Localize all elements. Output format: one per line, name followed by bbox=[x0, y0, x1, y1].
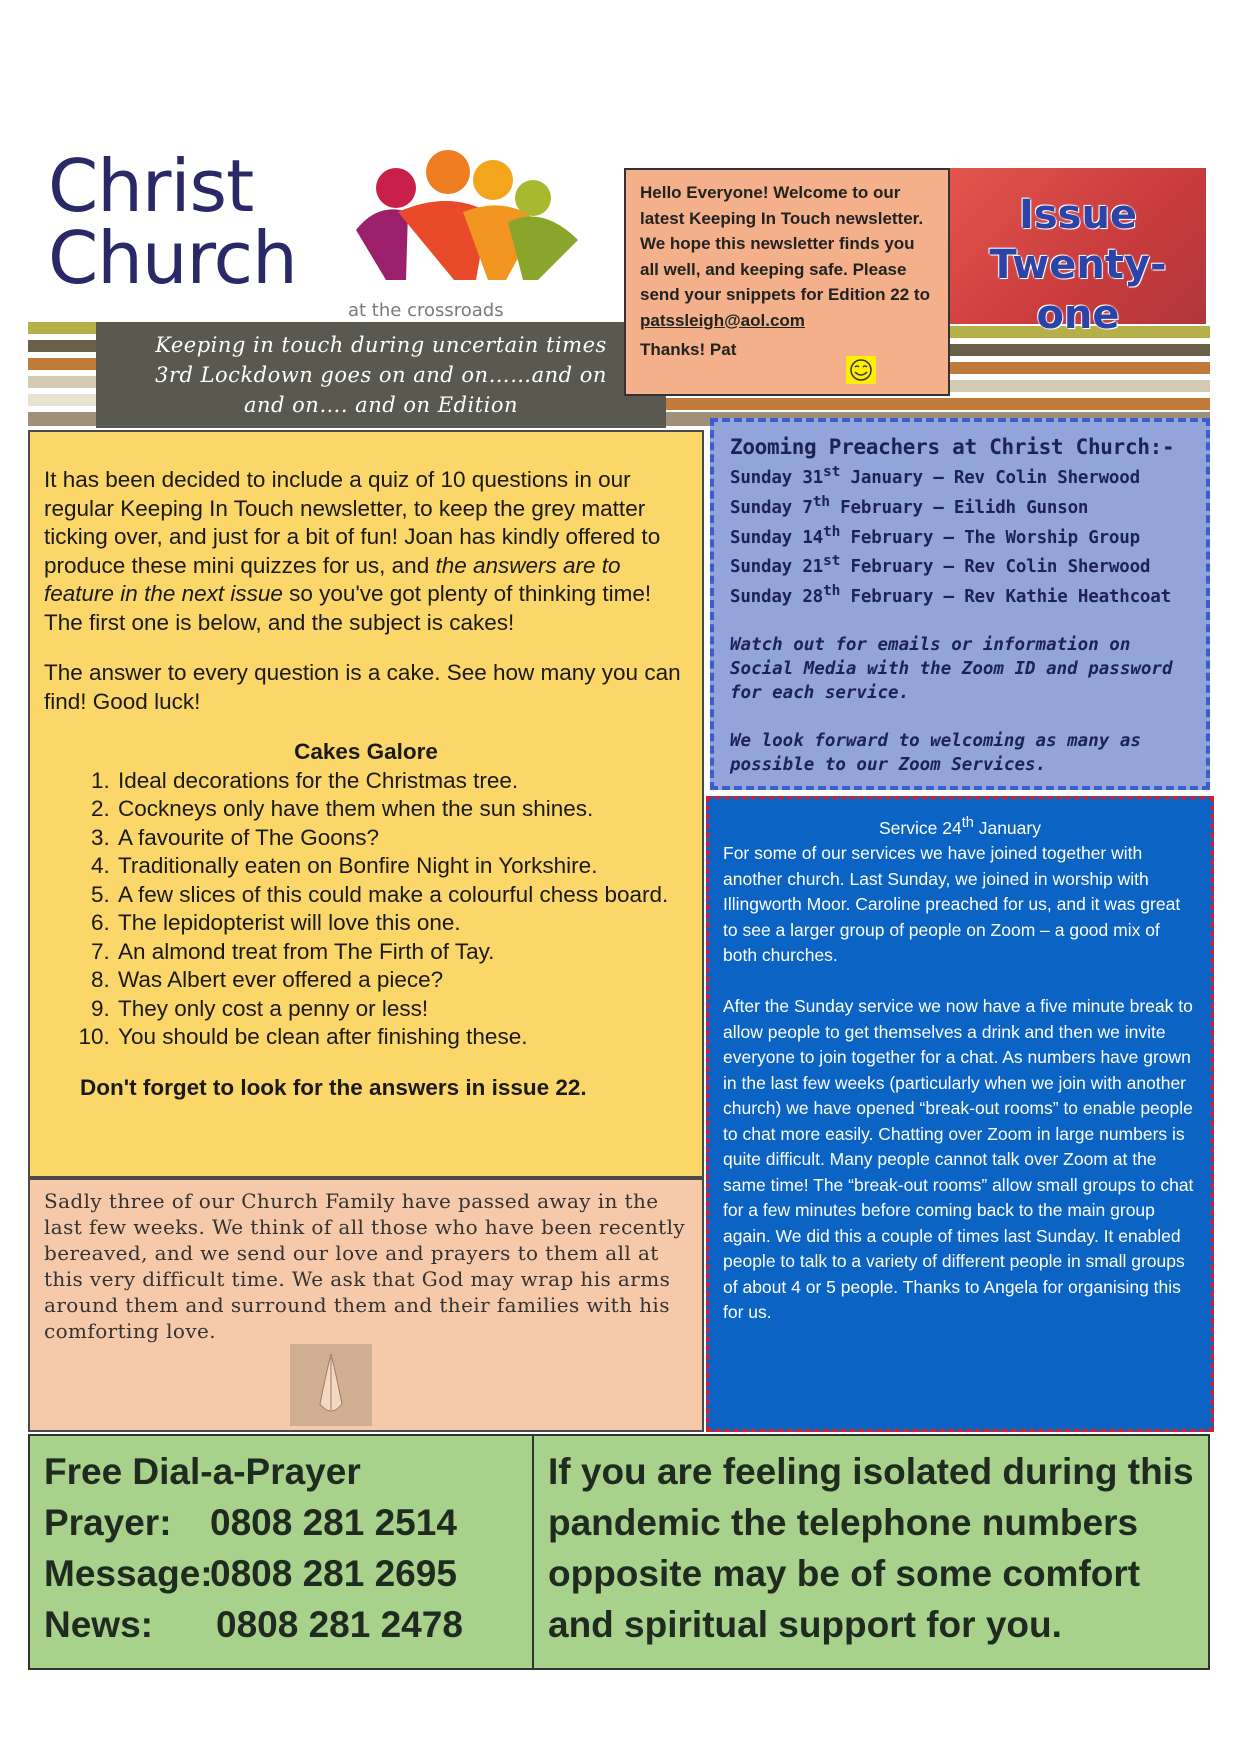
quiz-question: 2. Cockneys only have them when the sun shines. bbox=[116, 795, 688, 824]
preacher-row: Sunday 7th February – Eilidh Gunson bbox=[730, 492, 1089, 518]
stripe-left-1 bbox=[28, 322, 96, 334]
dial-a-prayer-section bbox=[28, 1434, 1210, 1670]
news-number[interactable]: 0808 281 2478 bbox=[216, 1604, 463, 1645]
zoom-title: Zooming Preachers at Christ Church:- bbox=[730, 435, 1175, 459]
zoom-note-social-media: Watch out for emails or information on Social Media with the Zoom ID and password for each service. bbox=[730, 635, 1173, 704]
prayer-number[interactable]: 0808 281 2514 bbox=[210, 1502, 457, 1543]
stripe-right-3 bbox=[950, 362, 1210, 374]
stripe-left-2 bbox=[28, 340, 96, 352]
message-number[interactable]: 0808 281 2695 bbox=[210, 1553, 457, 1594]
quiz-instructions: The answer to every question is a cake. See how many you can find! Good luck! bbox=[44, 660, 681, 714]
stripe-left-5 bbox=[28, 394, 96, 406]
dial-row-prayer: Prayer: 0808 281 2514 bbox=[44, 1497, 518, 1548]
tagline-banner bbox=[96, 322, 666, 428]
smiley-face-icon bbox=[846, 356, 876, 384]
welcome-box bbox=[624, 168, 950, 396]
logo-word-christ: Christ bbox=[48, 144, 254, 228]
preacher-row: Sunday 14th February – The Worship Group bbox=[730, 522, 1140, 548]
service-paragraph-1: For some of our services we have joined together with another church. Last Sunday, we joined in worship with Illingworth Moor. Caroline preached for us, and it was great to see a larger group of people on Zoom – a good mix of both churches. bbox=[723, 843, 1181, 966]
dial-a-prayer-numbers bbox=[30, 1436, 534, 1668]
stripe-right-5 bbox=[624, 398, 1210, 410]
people-figures-icon bbox=[338, 150, 598, 290]
quiz-question: 6. The lepidopterist will love this one. bbox=[116, 909, 688, 938]
isolation-support-message: If you are feeling isolated during this pandemic the telephone numbers opposite may be of some comfort and spiritual support for you. bbox=[548, 1451, 1194, 1645]
service-title: Service 24th January bbox=[879, 815, 1041, 838]
tagline-line-3: and on…. and on Edition bbox=[244, 393, 518, 417]
stripe-left-6 bbox=[28, 412, 96, 426]
quiz-question: 10. You should be clean after finishing these. bbox=[116, 1023, 688, 1052]
quiz-question-list bbox=[44, 767, 688, 1052]
praying-hands-icon bbox=[290, 1344, 372, 1426]
service-paragraph-2: After the Sunday service we now have a five minute break to allow people to get themselves a drink and then we invite everyone to join together for a chat. As numbers have grown in the last few weeks (particularly when we join with another church) we have opened “break-out rooms” to enable people to chat more easily. Chatting over Zoom in large numbers is quite difficult. Many people cannot talk over Zoom at the same time! The “break-out rooms” allow small groups to chat for a few minutes before coming back to the main group again. We did this a couple of times last Sunday. It enabled people to talk to a variety of different people in small groups of about 4 or 5 people. Thanks to Angela for organising this for us. bbox=[723, 996, 1194, 1323]
church-logo bbox=[48, 144, 548, 321]
welcome-thanks: Thanks! Pat bbox=[640, 340, 737, 359]
welcome-email-link[interactable]: patssleigh@aol.com bbox=[640, 310, 805, 330]
quiz-question: 5. A few slices of this could make a colourful chess board. bbox=[116, 881, 688, 910]
quiz-reminder: Don't forget to look for the answers in issue 22. bbox=[80, 1074, 587, 1100]
service-report-box bbox=[706, 796, 1214, 1432]
preacher-row: Sunday 28th February – Rev Kathie Heathcoat bbox=[730, 582, 1171, 608]
welcome-text: Hello Everyone! Welcome to our latest Keeping In Touch newsletter. We hope this newsletter finds you all well, and keeping safe. Please send your snippets for Edition 22 to bbox=[640, 183, 930, 304]
quiz-question: 3. A favourite of The Goons? bbox=[116, 824, 688, 853]
quiz-question: 1. Ideal decorations for the Christmas tree. bbox=[116, 767, 688, 796]
zoom-note-welcome: We look forward to welcoming as many as possible to our Zoom Services. bbox=[730, 731, 1141, 776]
dial-title: Free Dial-a-Prayer bbox=[44, 1451, 361, 1492]
stripe-right-4 bbox=[950, 380, 1210, 392]
tagline-line-1: Keeping in touch during uncertain times bbox=[155, 333, 607, 357]
stripe-right-2 bbox=[950, 344, 1210, 356]
stripe-left-4 bbox=[28, 376, 96, 388]
issue-number: Twenty-one bbox=[989, 242, 1167, 338]
tagline-line-2: 3rd Lockdown goes on and on……and on bbox=[155, 363, 607, 387]
quiz-intro: It has been decided to include a quiz of 10 questions in our regular Keeping In Touch newsletter, to keep the grey matter ticking over, and just for a bit of fun! Joan has kindly offered to produce these mini quizzes for us, and the answers are to feature in the next issue so you've got plenty of thinking time! The first one is below, and the subject is cakes! bbox=[44, 467, 661, 635]
preacher-row: Sunday 31st January – Rev Colin Sherwood bbox=[730, 463, 1140, 488]
quiz-question: 8. Was Albert ever offered a piece? bbox=[116, 966, 688, 995]
logo-word-church: Church bbox=[48, 216, 297, 300]
stripe-left-3 bbox=[28, 358, 96, 370]
dial-row-message: Message: 0808 281 2695 bbox=[44, 1548, 518, 1599]
zoom-preachers-box bbox=[710, 418, 1210, 790]
dial-row-news: News: 0808 281 2478 bbox=[44, 1599, 518, 1650]
issue-number-box bbox=[950, 168, 1206, 338]
quiz-question: 4. Traditionally eaten on Bonfire Night in Yorkshire. bbox=[116, 852, 688, 881]
quiz-question: 9. They only cost a penny or less! bbox=[116, 995, 688, 1024]
condolence-text: Sadly three of our Church Family have passed away in the last few weeks. We think of all those who have been recently bereaved, and we send our love and prayers to them all at this very difficult time. We ask that God may wrap his arms around them and surround them and their families with his comforting love. bbox=[44, 1189, 686, 1343]
issue-label: Issue bbox=[1018, 192, 1138, 238]
quiz-title: Cakes Galore bbox=[294, 739, 438, 764]
logo-subtitle: at the crossroads bbox=[348, 300, 504, 321]
quiz-section bbox=[28, 430, 704, 1178]
preacher-row: Sunday 21st February – Rev Colin Sherwood bbox=[730, 552, 1151, 578]
quiz-question: 7. An almond treat from The Firth of Tay. bbox=[116, 938, 688, 967]
